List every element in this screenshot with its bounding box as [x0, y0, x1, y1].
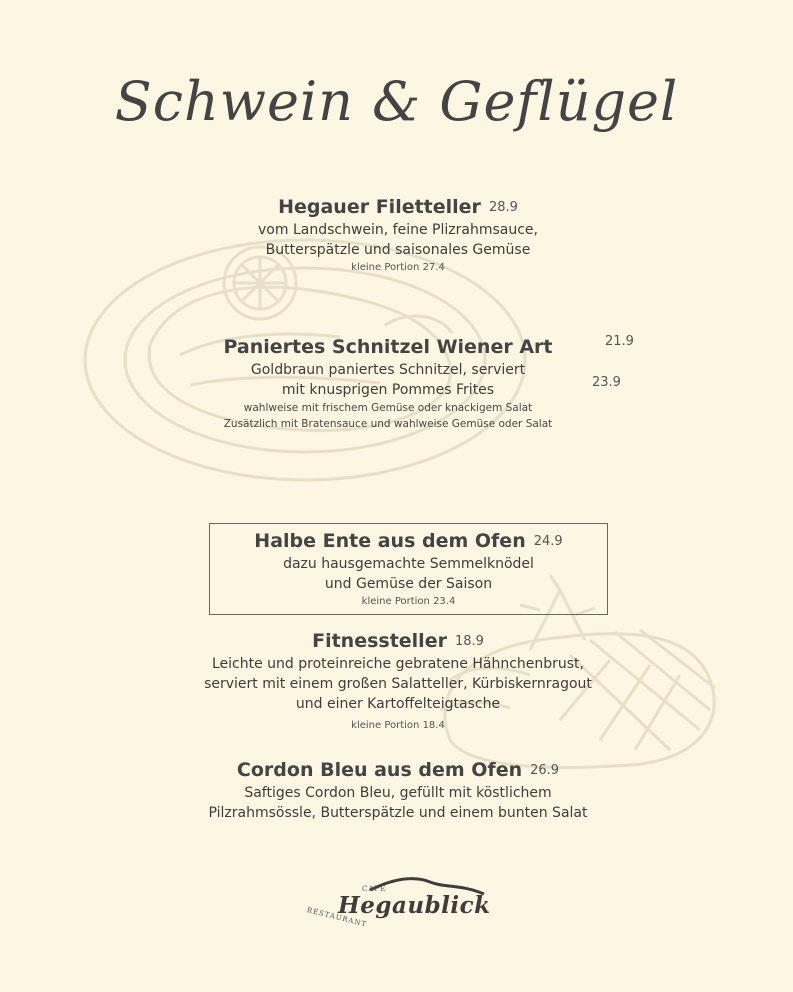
item-small-portion: kleine Portion 18.4 — [351, 720, 445, 731]
menu-title: Schwein & Geflügel — [114, 70, 679, 133]
item-small-portion: kleine Portion 27.4 — [351, 262, 445, 273]
item-description-line: serviert mit einem großen Salatteller, Kürbiskernragout — [204, 676, 592, 692]
logo-restaurant-label: RESTAURANT — [306, 906, 368, 929]
item-description-line: Saftiges Cordon Bleu, gefüllt mit köstlichem — [244, 785, 552, 801]
menu-item-halbe-ente — [209, 530, 608, 607]
logo-cafe-label: CAFE — [362, 885, 387, 893]
item-option-note: Zusätzlich mit Bratensauce und wahlweise Gemüse oder Salat — [223, 418, 553, 430]
item-name: Halbe Ente aus dem Ofen — [254, 530, 526, 552]
item-price: 24.9 — [533, 534, 563, 549]
menu-item-schnitzel — [150, 336, 626, 432]
item-price: 21.9 — [605, 334, 634, 349]
item-description-line: und Gemüse der Saison — [324, 576, 493, 592]
item-heading — [150, 759, 646, 781]
item-name: Hegauer Filetteller — [278, 196, 481, 218]
menu-item-fitnessteller — [150, 630, 646, 731]
item-description-line: vom Landschwein, feine Plizrahmsauce, — [258, 222, 538, 238]
item-name: Cordon Bleu aus dem Ofen — [236, 759, 523, 781]
logo-name: Hegaublick — [338, 892, 491, 919]
item-description-line: Pilzrahmsössle, Butterspätzle und einem bunten Salat — [208, 805, 588, 821]
item-description-line: mit knusprigen Pommes Frites — [281, 382, 495, 398]
item-heading — [150, 630, 646, 652]
item-description-line: und einer Kartoffelteigtasche — [295, 696, 501, 712]
item-option-note: wahlweise mit frischem Gemüse oder knackigem Salat — [243, 402, 533, 414]
item-heading — [150, 336, 626, 358]
item-price: 28.9 — [488, 200, 518, 215]
item-description-line: Goldbraun paniertes Schnitzel, serviert — [250, 362, 526, 378]
item-description-line: dazu hausgemachte Semmelknödel — [283, 556, 534, 572]
item-price: 18.9 — [454, 634, 484, 649]
item-price: 26.9 — [530, 763, 560, 778]
item-small-portion: kleine Portion 23.4 — [361, 596, 456, 607]
item-heading — [150, 196, 646, 218]
item-description-line: Butterspätzle und saisonales Gemüse — [265, 242, 531, 258]
menu-item-hegauer-filetteller — [150, 196, 646, 273]
menu-item-cordon-bleu — [150, 759, 646, 823]
item-heading — [209, 530, 608, 552]
item-name: Paniertes Schnitzel Wiener Art — [223, 336, 553, 358]
item-description-line: Leichte und proteinreiche gebratene Hähnchenbrust, — [211, 656, 585, 672]
restaurant-logo — [300, 872, 500, 932]
item-name: Fitnessteller — [312, 630, 447, 652]
item-price-variant: 23.9 — [592, 375, 621, 390]
